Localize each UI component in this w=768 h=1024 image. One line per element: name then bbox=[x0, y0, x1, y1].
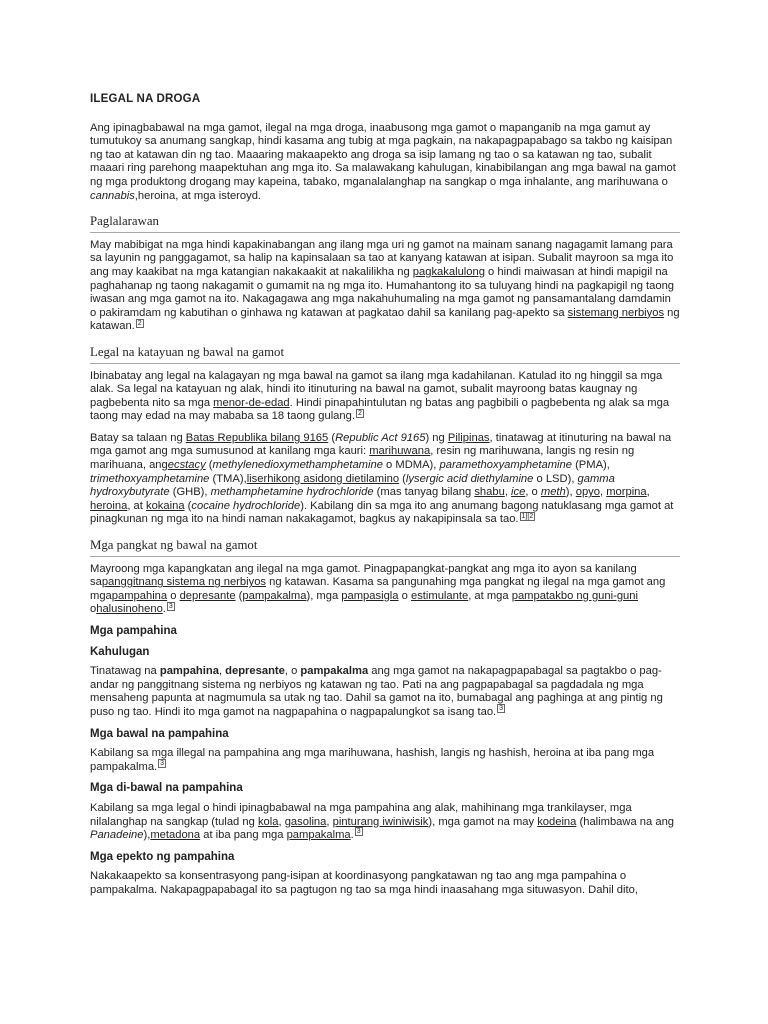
link-pampatakbo[interactable]: pampatakbo ng guni-guni bbox=[511, 589, 638, 602]
link-pilipinas[interactable]: Pilipinas bbox=[447, 431, 490, 444]
italic-text: methamphetamine hydrochloride bbox=[210, 486, 374, 499]
text: ( bbox=[328, 431, 336, 444]
text: , bbox=[278, 815, 285, 828]
text: , at mga bbox=[468, 589, 512, 602]
text: Mayroong mga kapangkatan ang ilegal na mga gamot. Pinagpapangkat-pangkat ang mga ito ayon sa kanilang sa bbox=[90, 562, 637, 589]
text: ), bbox=[565, 486, 576, 499]
intro-text-end: ,heroina, at mga isteroyd. bbox=[134, 189, 262, 202]
text: . Hindi pinapahintulutan ng batas ang pagbibili o pagbebenta ng alak sa mga taong may edad na may mababa sa 18 taong gulang. bbox=[90, 396, 670, 423]
link-kodeina[interactable]: kodeina bbox=[537, 815, 577, 828]
subheading-kahulugan: Kahulugan bbox=[90, 645, 150, 658]
text: o MDMA), bbox=[382, 459, 440, 472]
text: . bbox=[162, 603, 166, 616]
groups-paragraph bbox=[90, 563, 680, 617]
text: ng katawan. Kasama sa pangunahing mga pangkat ng ilegal na mga gamot ang mga bbox=[90, 576, 666, 602]
text: . bbox=[350, 829, 354, 842]
link-depresante[interactable]: depresante bbox=[179, 589, 236, 602]
italic-text: cocaine hydrochloride bbox=[191, 499, 301, 512]
text: ( bbox=[399, 472, 406, 485]
reference-marker[interactable]: 3 bbox=[160, 760, 165, 768]
subheading-di-bawal: Mga di-bawal na pampahina bbox=[90, 782, 243, 795]
subheading-epekto: Mga epekto ng pampahina bbox=[90, 850, 235, 863]
text: o bbox=[167, 589, 180, 602]
bold-term: pampahina bbox=[159, 665, 219, 678]
text: (mas tanyag bilang bbox=[373, 486, 475, 499]
reference-marker[interactable]: 2 bbox=[357, 409, 362, 417]
text: , bbox=[504, 486, 512, 499]
link-kokaina[interactable]: kokaina bbox=[145, 499, 185, 512]
reference-marker[interactable]: 2 bbox=[137, 319, 142, 327]
text: ( bbox=[235, 589, 243, 602]
document-title: ILEGAL NA DROGA bbox=[90, 93, 201, 105]
text: May mabibigat na mga hindi kapakinabangan ang ilang mga uri ng gamot na mainam sanang nagagamit lamang para sa layunin ng panggagamot, sa halip na kapinsalaan sa tao at kanyang katawan at isipan. Subalit mayroon sa mga ito ang may kaakibat na mga katangian nakakaakit at nakalilikha ng bbox=[90, 238, 674, 278]
reference-marker[interactable]: 3 bbox=[356, 828, 361, 836]
text: at iba pang mga bbox=[200, 829, 287, 842]
text: , bbox=[218, 665, 226, 678]
link-meth[interactable]: meth bbox=[540, 486, 566, 499]
link-lsd[interactable]: liserhikong asidong dietilamino bbox=[246, 472, 400, 485]
di-bawal-paragraph bbox=[90, 802, 680, 843]
text: o LSD), bbox=[533, 472, 578, 485]
text: , at bbox=[127, 499, 146, 512]
link-sistemang-nerbiyos[interactable]: sistemang nerbiyos bbox=[567, 306, 665, 319]
text: ), mga bbox=[306, 589, 342, 602]
italic-text: lysergic acid diethylamine bbox=[405, 472, 534, 485]
reference-marker[interactable]: 3 bbox=[168, 602, 173, 610]
intro-paragraph bbox=[90, 122, 680, 204]
italic-text: trimethoxyamphetamine bbox=[90, 472, 210, 485]
text: , o bbox=[284, 665, 301, 678]
link-pagkakalulong[interactable]: pagkakalulong bbox=[412, 265, 485, 278]
text: Batay sa talaan ng bbox=[90, 431, 186, 444]
link-shabu[interactable]: shabu bbox=[474, 486, 505, 499]
subheading-pampahina: Mga pampahina bbox=[90, 625, 177, 637]
text: (TMA), bbox=[209, 472, 247, 485]
text: (halimbawa na ang bbox=[576, 815, 675, 828]
bawal-paragraph bbox=[90, 747, 680, 774]
cannabis-term: cannabis bbox=[90, 189, 135, 202]
text: ng katawan. bbox=[90, 306, 680, 333]
text: , resin ng marihuwana, langis ng resin ng marihuana, ang bbox=[90, 445, 635, 472]
intro-text: Ang ipinagbabawal na mga gamot, ilegal na mga droga, inaabusong mga gamot o mapanganib na mga gamut ay tumutukoy sa anumang sangkap, hindi kasama ang tubig at mga pagkain, na nakapagpapabago sa takbo ng kaisipan ng tao at katawan din ng tao. Maaaring makaapekto ang droga sa isip lamang ng tao o sa katawan ng tao, subalit maaari ring parehong maapektuhan ang mga ito. Sa malawakang kahulugan, kinabibilangan ang mga bawal na gamot ng mga produktong drogang may kapeina, tabako, mganalalanghap na sangkap o mga inhalante, ang marihuwana o bbox=[90, 121, 676, 188]
text: Tinatawag na bbox=[90, 665, 160, 678]
italic-text: paramethoxyamphetamine bbox=[439, 459, 572, 472]
text: , bbox=[646, 486, 650, 499]
link-estimulante[interactable]: estimulante bbox=[410, 589, 469, 602]
text: , tinatawag at itinuturing na bawal na mga gamot ang mga sumusunod at kanilang mga kauri: bbox=[90, 431, 672, 458]
paglalarawan-paragraph bbox=[90, 239, 680, 334]
legal-status-paragraph-1 bbox=[90, 370, 680, 424]
link-pampahina[interactable]: pampahina bbox=[111, 589, 168, 602]
italic-text: methylenedioxymethamphetamine bbox=[212, 459, 383, 472]
text: ang mga gamot na nakapagpapabagal sa pagtakbo o pag-andar ng panggitnang sistema ng nerbiyos ng katawan ng tao. Pati na ang pagpapabagal sa pagdadala ng mga mensaheng papunta at nagmumula sa utak ng tao. Dahil sa gamot na ito, bumabagal ang paghinga at ang pintig ng puso ng tao. Hindi ito mga gamot na nagpapahina o nagpapalungkot sa isang tao. bbox=[90, 665, 663, 718]
italic-text: Republic Act 9165 bbox=[335, 431, 426, 444]
link-pampakalma[interactable]: pampakalma bbox=[242, 589, 307, 602]
text: ). Kabilang din sa mga ito ang anumang bagong natuklasang mga gamot at pinagkunan ng mga ito na hindi naman nakakagamot, bagkus ay nakapipinsala sa tao. bbox=[90, 499, 674, 526]
text: ), bbox=[143, 829, 151, 842]
text: (GHB), bbox=[169, 486, 211, 499]
text: Kabilang sa mga illegal na pampahina ang mga marihuwana, hashish, langis ng hashish, heroina at iba pang mga pampakalma. bbox=[90, 747, 655, 773]
link-morpina[interactable]: morpina bbox=[606, 486, 647, 499]
italic-text: Panadeine bbox=[90, 829, 144, 842]
text: ( bbox=[205, 459, 213, 472]
text: , bbox=[599, 486, 607, 499]
link-heroina[interactable]: heroina bbox=[90, 499, 128, 512]
text: o hindi maiwasan at hindi mapigil na paghahanap ng taong nakagamit o gumamit na ng mga ito. Humahantong ito sa tuluyang hindi na pagkapigil ng taong iwasan ang mga gamot na ito. Nakagagawa ang mga nakahuhumaling na mga gamot ng pansamantalang damdamin o pakiramdam ng kabutihan o ginhawa ng katawan at pagkatao dahil sa kanilang pag-apekto sa bbox=[90, 265, 675, 319]
link-batas-republika[interactable]: Batas Republika bilang 9165 bbox=[185, 431, 329, 444]
text: ) ng bbox=[425, 431, 448, 444]
section-heading-groups: Mga pangkat ng bawal na gamot bbox=[90, 539, 680, 557]
kahulugan-paragraph bbox=[90, 665, 680, 719]
link-opyo[interactable]: opyo bbox=[575, 486, 600, 499]
italic-text: gamma hydroxybutyrate bbox=[90, 472, 615, 499]
link-kola[interactable]: kola bbox=[257, 815, 279, 828]
link-panggitnang-sistema[interactable]: panggitnang sistema ng nerbiyos bbox=[101, 576, 267, 589]
link-gasolina[interactable]: gasolina bbox=[284, 815, 327, 828]
text: , bbox=[326, 815, 333, 828]
link-menor-de-edad[interactable]: menor-de-edad bbox=[213, 396, 290, 409]
text: o bbox=[398, 589, 411, 602]
legal-status-paragraph-2 bbox=[90, 432, 680, 527]
link-pampasigla[interactable]: pampasigla bbox=[341, 589, 399, 602]
bold-term: depresante bbox=[225, 665, 285, 678]
reference-marker[interactable]: 3 bbox=[499, 705, 504, 713]
text: ( bbox=[184, 499, 192, 512]
text: ), mga gamot na may bbox=[428, 815, 538, 828]
link-marihuwana[interactable]: marihuwana bbox=[369, 445, 431, 458]
text: Ibinabatay ang legal na kalagayan ng mga bawal na gamot sa ilang mga kadahilanan. Katulad ito ng hinggil sa mga alak. Sa legal na katayuan ng alak, hindi ito itinuturing na bawal na gamot, subalit mayroong batas kaugnay ng pagbebenta nito sa mga bbox=[90, 369, 663, 409]
subheading-bawal: Mga bawal na pampahina bbox=[90, 727, 229, 740]
section-heading-paglalarawan: Paglalarawan bbox=[90, 215, 680, 233]
text: (PMA), bbox=[571, 459, 610, 472]
text: Kabilang sa mga legal o hindi ipinagbabawal na mga pampahina ang alak, mahihinang mga trankilayser, mga nilalanghap na sangkap (tulad ng bbox=[90, 801, 632, 828]
epekto-paragraph: Nakakaapekto sa konsentrasyong pang-isipan at koordinasyong pangkatawan ng tao ang mga pampahina o pampakalma. Nakapagpapabagal ito sa pagtugon ng tao sa mga hindi inaasahang mga situwasyon. Dahil dito, bbox=[90, 870, 638, 896]
reference-marker[interactable]: 1][2 bbox=[521, 512, 534, 520]
bold-term: pampakalma bbox=[300, 665, 369, 678]
text: , o bbox=[525, 486, 541, 499]
link-metadona[interactable]: metadona bbox=[150, 829, 201, 842]
link-pinturang-iwiniwisik[interactable]: pinturang iwiniwisik bbox=[332, 815, 429, 828]
link-ecstacy[interactable]: ecstacy bbox=[167, 459, 206, 472]
link-halusinoheno[interactable]: halusinoheno bbox=[96, 603, 163, 616]
link-ice[interactable]: ice bbox=[511, 486, 526, 499]
text: o bbox=[90, 603, 97, 616]
section-heading-legal-status: Legal na katayuan ng bawal na gamot bbox=[90, 346, 680, 364]
link-pampakalma-2[interactable]: pampakalma bbox=[286, 829, 351, 842]
